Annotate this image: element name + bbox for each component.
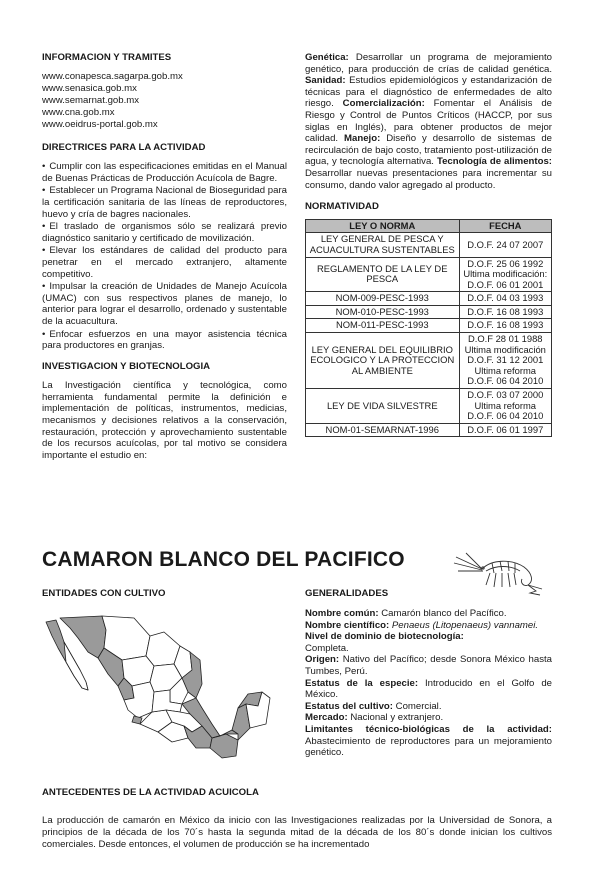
research-paragraph: Genética: Desarrollar un programa de mejoramiento genético, para producción de crías de calidad genética. Sanidad: Estudios epidemiológicos y estandarización de técnicas para el diagnóstico de enfermedades de alto riesgo. Comercialización: Fomentar el Análisis de Riesgo y Control de Puntos Críticos (HACCP, por sus siglas en Inglés), para obtener productos de mejor calidad. Manejo: Diseño y desarrollo de sistemas de recirculación de bajo costo, tratamiento post-utilización de agua, y tecnología alternativa. Tecnología de alimentos: Desarrollar nuevas presentaciones para incrementar su consumo, dando valor agregado al producto.: [305, 52, 552, 191]
list-item: • Enfocar esfuerzos en una mayor asistencia técnica para productores en granjas.: [42, 328, 287, 352]
list-item: • Cumplir con las especificaciones emitidas en el Manual de Buenas Prácticas de Producción Acuícola de Bagre.: [42, 161, 287, 184]
investigacion-text: La Investigación científica y tecnológica, como herramienta fundamental permite la definición e implementación de políticas, instrumentos, medicias, mecanismos y decisiones relativos a la conservación, restauración, protección y aprovechamiento sustentable de los recursos acuícolas, por tal motivo se considera importante el estudio en:: [42, 380, 287, 461]
mercado: Mercado: Nacional y extranjero.: [305, 712, 444, 724]
info-links: [42, 71, 287, 132]
normatividad-table: [305, 219, 552, 438]
bullet-icon: •: [42, 328, 46, 340]
list-item: • Elevar los estándares de calidad del producto para penetrar en el mercado extranjero, altamente competitivo.: [42, 245, 287, 280]
directrices-heading: DIRECTRICES PARA LA ACTIVIDAD: [42, 141, 206, 153]
limitantes: Limitantes técnico-biológicas de la actividad: Abastecimiento de reproductores para un mejoramiento genético.: [305, 723, 552, 759]
genetica-label: Genética:: [305, 52, 349, 63]
law-cell: NOM-01-SEMARNAT-1996: [306, 423, 460, 437]
nombre-comun: Nombre común: Camarón blanco del Pacífico.: [305, 608, 507, 619]
list-item: • Impulsar la creación de Unidades de Manejo Acuícola (UMAC) con sus respectivos planes de manejo, lo anterior para lograr el desarrollo, ordenado y sustentable de la acuacultura.: [42, 281, 287, 327]
date-cell: D.O.F. 06 01 1997: [459, 423, 551, 437]
table-row: [306, 233, 552, 257]
date-cell: D.O.F. 16 08 1993: [459, 319, 551, 333]
law-cell: LEY DE VIDA SILVESTRE: [306, 389, 460, 424]
species-title: CAMARON BLANCO DEL PACIFICO: [42, 548, 405, 571]
bullet-icon: •: [42, 281, 46, 293]
antecedentes-text: La producción de camarón en México da inicio con las Investigaciones realizadas por la Universidad de Sonora, a principios de la década de los 70´s hasta la segunda mitad de la década de los 80´s donde inician los cultivos comerciales. Desde entonces, el volumen de producción se ha incrementado: [42, 815, 552, 850]
link-cna[interactable]: www.cna.gob.mx: [42, 107, 115, 119]
tecnologia-label: Tecnología de alimentos:: [436, 156, 552, 168]
nivel-dominio: Nivel de dominio de biotecnología:: [305, 631, 464, 643]
date-cell: D.O.F. 03 07 2000 Ultima reforma D.O.F. 06 04 2010: [459, 389, 551, 424]
nivel-dominio-value: Completa.: [305, 642, 349, 654]
bullet-icon: •: [42, 245, 46, 257]
antecedentes-heading: ANTECEDENTES DE LA ACTIVIDAD ACUICOLA: [42, 787, 259, 798]
entidades-heading: ENTIDADES CON CULTIVO: [42, 588, 166, 599]
mexico-map: [42, 608, 272, 768]
directrices-list: [42, 161, 287, 352]
investigacion-heading: INVESTIGACION Y BIOTECNOLOGIA: [42, 360, 211, 372]
col-date-header: FECHA: [459, 219, 551, 233]
baja-sur-state: [64, 642, 88, 690]
table-row: [306, 319, 552, 333]
law-cell: NOM-010-PESC-1993: [306, 305, 460, 319]
table-row: [306, 333, 552, 389]
link-conapesca[interactable]: www.conapesca.sagarpa.gob.mx: [42, 70, 183, 82]
col-law-header: LEY O NORMA: [306, 219, 460, 233]
date-cell: D.O.F. 16 08 1993: [459, 305, 551, 319]
manejo-label: Manejo:: [344, 133, 381, 145]
date-cell: D.O.F. 25 06 1992 Ultima modificación: D.O.F. 06 01 2001: [459, 257, 551, 292]
list-item: • El traslado de organismos sólo se realizará previo diagnóstico sanitario y certificado de movilización.: [42, 221, 287, 244]
law-cell: NOM-011-PESC-1993: [306, 319, 460, 333]
estatus-especie: Estatus de la especie: Introducido en el Golfo de México.: [305, 677, 552, 701]
bullet-icon: •: [42, 161, 46, 173]
law-cell: LEY GENERAL DEL EQUILIBRIO ECOLOGICO Y LA PROTECCION AL AMBIENTE: [306, 333, 460, 389]
bullet-icon: •: [42, 185, 46, 197]
date-cell: D.O.F. 04 03 1993: [459, 292, 551, 306]
table-row: [306, 423, 552, 437]
table-header-row: [306, 219, 552, 233]
generalidades-block: [305, 608, 552, 759]
date-cell: D.O.F. 24 07 2007: [459, 233, 551, 257]
normatividad-heading: NORMATIVIDAD: [305, 201, 379, 213]
link-senasica[interactable]: www.senasica.gob.mx: [42, 82, 137, 94]
nombre-cientifico: Nombre científico: Penaeus (Litopenaeus) vannamei.: [305, 619, 539, 631]
origen: Origen: Nativo del Pacífico; desde Sonora México hasta Tumbes, Perú.: [305, 654, 552, 677]
bullet-icon: •: [42, 221, 46, 233]
sanidad-label: Sanidad:: [305, 75, 346, 87]
law-cell: NOM-009-PESC-1993: [306, 292, 460, 306]
table-row: [306, 292, 552, 306]
estatus-cultivo: Estatus del cultivo: Comercial.: [305, 700, 442, 712]
law-cell: REGLAMENTO DE LA LEY DE PESCA: [306, 257, 460, 292]
right-column: [305, 52, 552, 437]
date-cell: D.O.F 28 01 1988 Ultima modificación D.O.F. 31 12 2001 Ultima reforma D.O.F. 06 04 2010: [459, 333, 551, 389]
left-column: [42, 52, 287, 461]
table-row: [306, 257, 552, 292]
info-heading: INFORMACION Y TRAMITES: [42, 52, 172, 63]
comercializacion-label: Comercialización:: [342, 98, 425, 110]
list-item: • Establecer un Programa Nacional de Bioseguridad para la certificación sanitaria de las líneas de reproductores, huevo y cría de bagres nacionales.: [42, 185, 287, 220]
law-cell: LEY GENERAL DE PESCA Y ACUACULTURA SUSTENTABLES: [306, 233, 460, 257]
table-row: [306, 389, 552, 424]
link-oeidrus[interactable]: www.oeidrus-portal.gob.mx: [42, 119, 158, 131]
shrimp-icon: [452, 549, 552, 597]
table-row: [306, 305, 552, 319]
generalidades-heading: GENERALIDADES: [305, 588, 389, 599]
link-semarnat[interactable]: www.semarnat.gob.mx: [42, 95, 140, 106]
